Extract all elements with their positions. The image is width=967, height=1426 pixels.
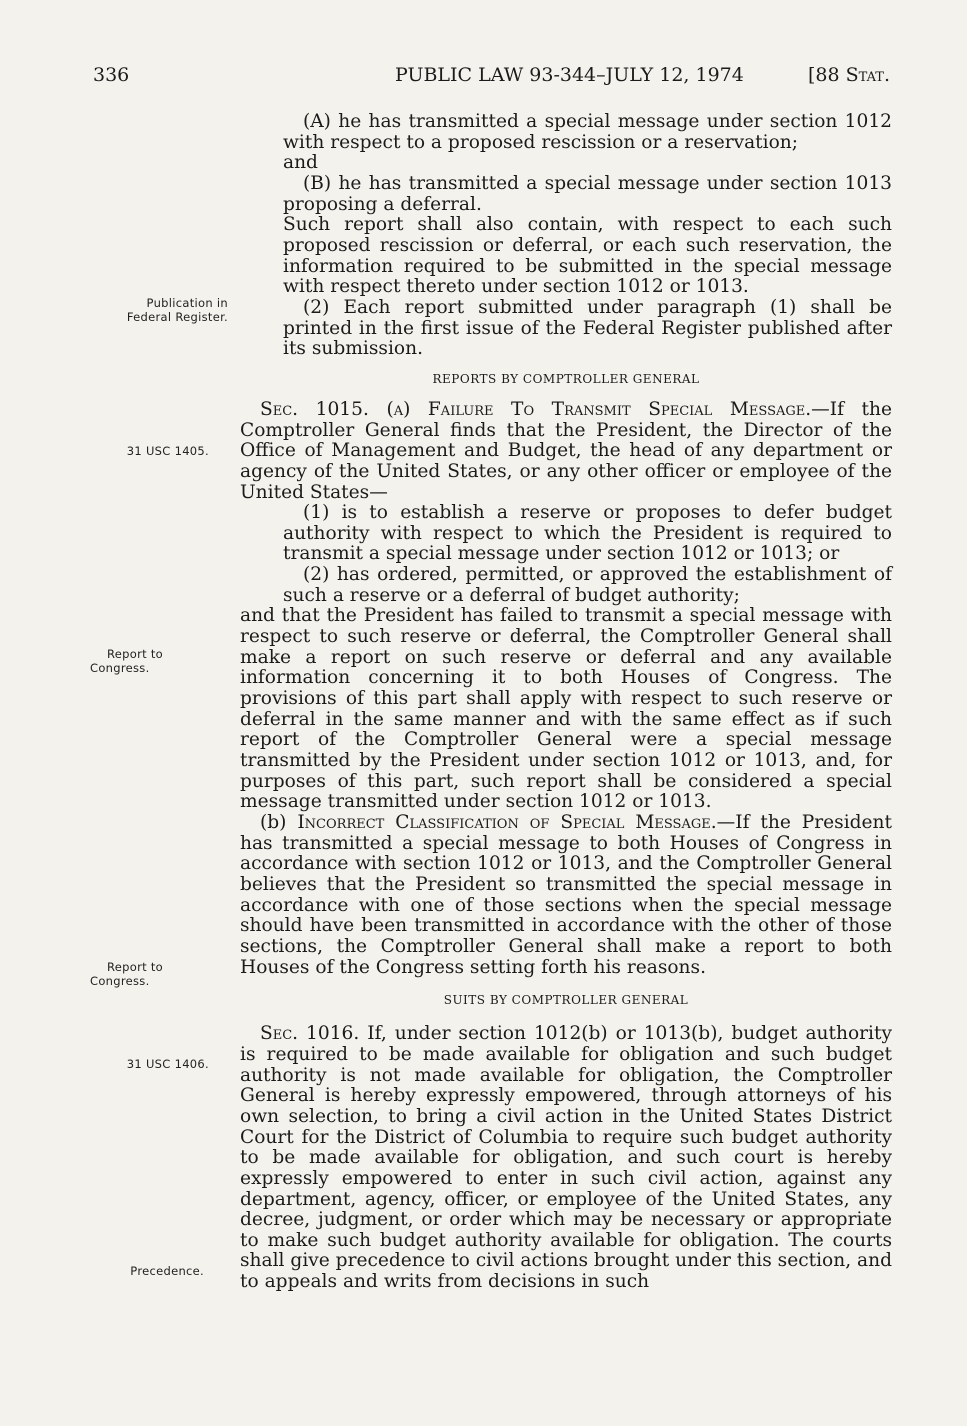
page-header <box>0 64 967 94</box>
statute-reference: [88 Stat. <box>808 64 891 86</box>
document-body <box>240 112 892 1293</box>
heading-suits: SUITS BY COMPTROLLER GENERAL <box>443 993 689 1008</box>
margin-note-usc-1405: 31 USC 1405. <box>126 444 209 458</box>
margin-note-report-2: Report to Congress. <box>90 960 164 988</box>
margin-note-report-1: Report to Congress. <box>90 647 164 675</box>
section-1015-a: Sec. 1015. (a) Failure To Transmit Special Message.—If the Comptroller General finds that the President, the Director of the Office of Management and Budget, the head of any department or agency of the United States, or any other officer or employee of the United States— <box>240 398 892 503</box>
report-contents-paragraph: Such report shall also contain, with respect to each such proposed rescission or deferral, or each such reservation, the information required to be submitted in the special message with respect thereto under section 1012 or 1013. <box>283 214 892 298</box>
running-title: PUBLIC LAW 93-344–JULY 12, 1974 <box>395 64 744 86</box>
clause-b: (B) he has transmitted a special message under section 1013 proposing a deferral. <box>283 172 892 215</box>
section-1015-b: (b) Incorrect Classification of Special Message.—If the President has transmitted a special message to both Houses of Congress in accordance with section 1012 or 1013, and the Comptroller General believes that the President so transmitted the special message in accordance with one of those sections when the special message should have been transmitted in accordance with the other of those sections, the Comptroller General shall make a report to both Houses of the Congress setting forth his reasons. <box>240 812 892 978</box>
section-1016: Sec. 1016. If, under section 1012(b) or 1013(b), budget authority is required to be made available for obligation and such budget authority is not made available for obligation, the Comptroller General is hereby expressly empowered, through attorneys of his own selection, to bring a civil action in the United States District Court for the District of Columbia to require such budget authority to be made available for obligation, and such court is hereby expressly empowered to enter in such civil action, against any department, agency, officer, or employee of the United States, any decree, judgment, or order which may be necessary or appropriate to make such budget authority available for obligation. The courts shall give precedence to civil actions brought under this section, and to appeals and writs from decisions in such <box>240 1023 892 1293</box>
margin-note-usc-1406: 31 USC 1406. <box>126 1057 209 1071</box>
section-1015-item-1: (1) is to establish a reserve or proposes to defer budget authority with respect to which the President is required to transmit a special message under section 1012 or 1013; or <box>283 502 892 565</box>
section-1015-continuation: and that the President has failed to transmit a special message with respect to such reserve or deferral, the Comptroller General shall make a report on such reserve or deferral and any available information concerning it to both Houses of Congress. The provisions of this part shall apply with respect to such reserve or deferral in the same manner and with the same effect as if such report of the Comptroller General were a special message transmitted by the President under section 1012 or 1013, and, for purposes of this part, such report shall be considered a special message transmitted under section 1012 or 1013. <box>240 605 892 813</box>
page-number: 336 <box>93 64 130 86</box>
margin-note-publication: Publication in Federal Register. <box>126 296 228 324</box>
heading-reports: REPORTS BY COMPTROLLER GENERAL <box>432 371 700 386</box>
section-1015-item-2: (2) has ordered, permitted, or approved the establishment of such a reserve or a deferral of budget authority; <box>283 564 892 606</box>
margin-note-precedence: Precedence. <box>130 1264 204 1278</box>
clause-and: and <box>283 152 318 174</box>
paragraph-2: (2) Each report submitted under paragraph (1) shall be printed in the first issue of the Federal Register published after its submission. <box>283 296 892 360</box>
clause-a: (A) he has transmitted a special message under section 1012 with respect to a proposed rescission or a reservation; <box>283 111 892 153</box>
